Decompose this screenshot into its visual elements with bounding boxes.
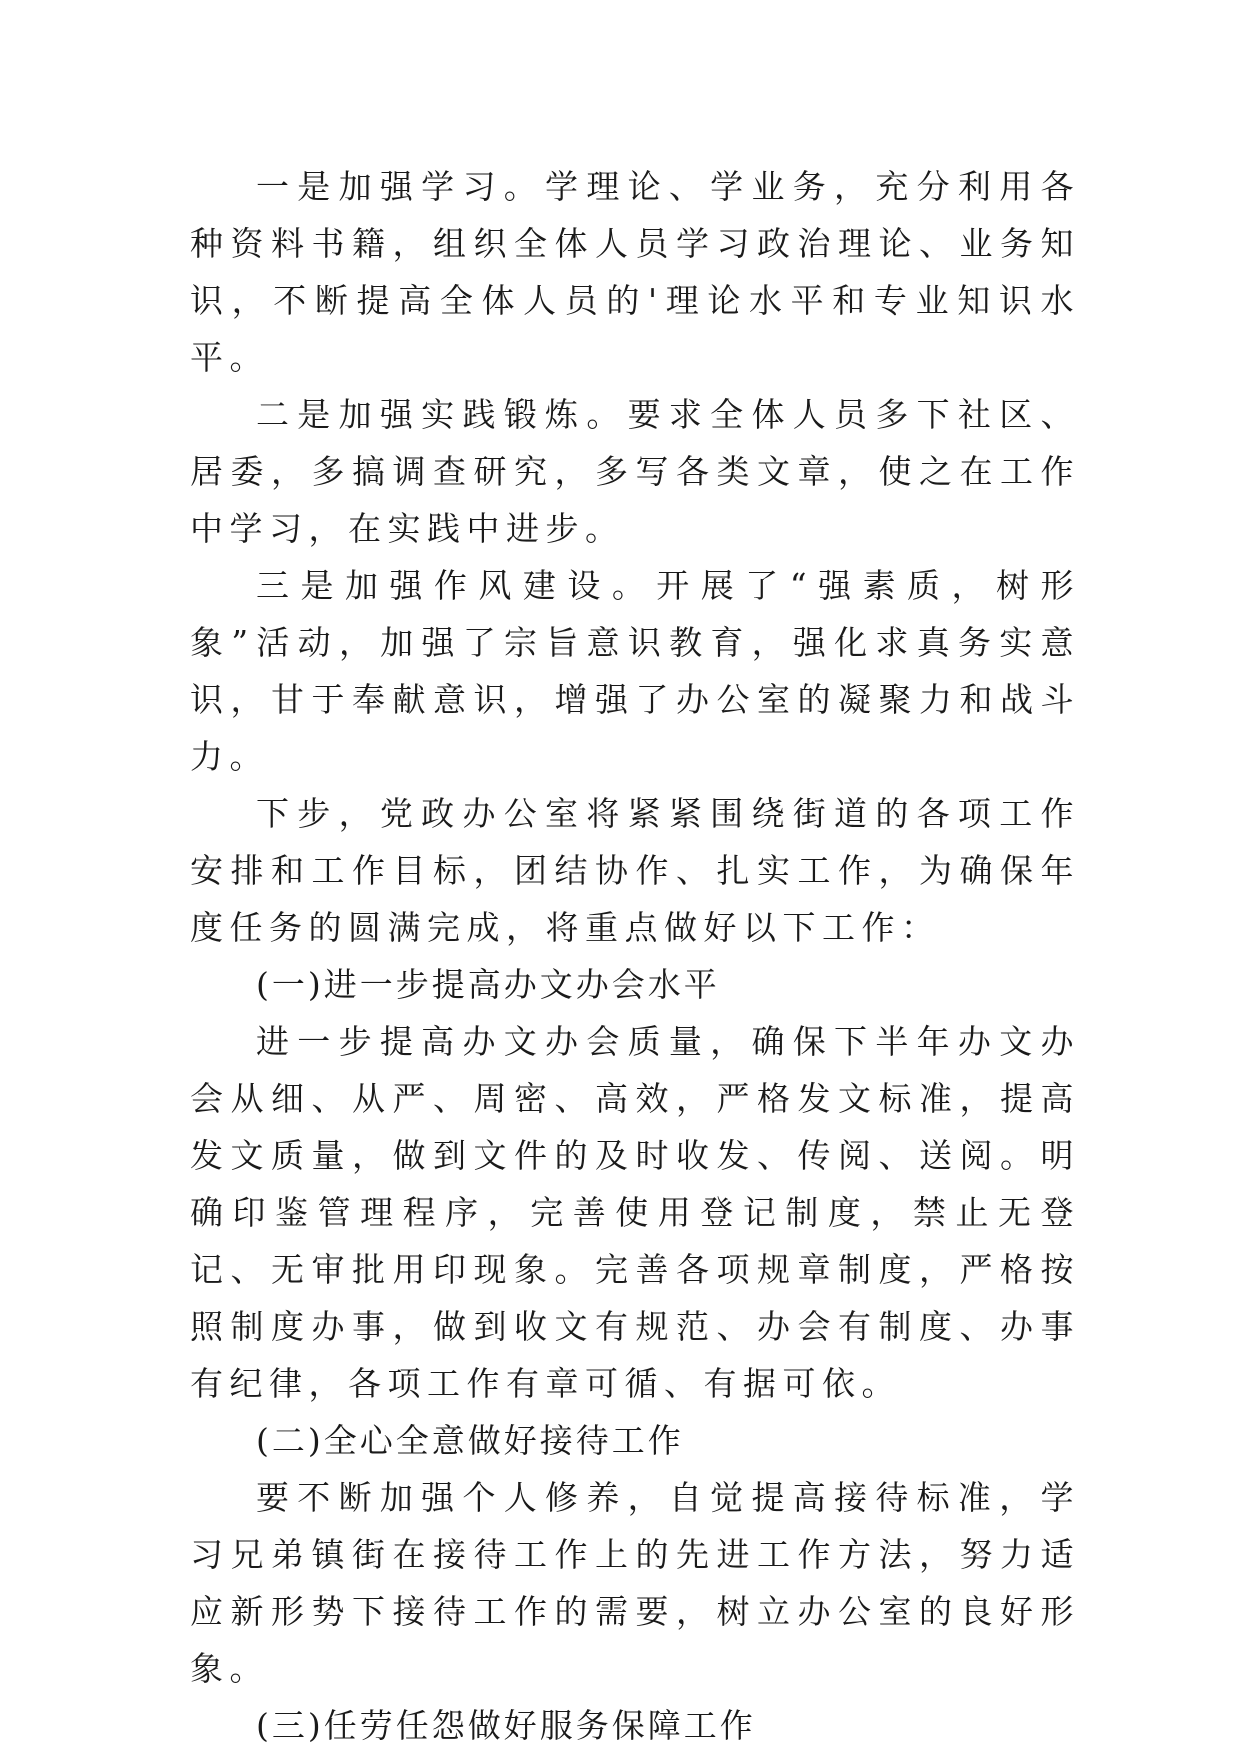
document-body [190,158,1080,1754]
paragraph-practice: 二是加强实践锻炼。要求全体人员多下社区、居委，多搞调查研究，多写各类文章，使之在工作中学习，在实践中进步。 [190,395,1080,548]
paragraph-next-steps: 下步，党政办公室将紧紧围绕街道的各项工作安排和工作目标，团结协作、扎实工作，为确保年度任务的圆满完成，将重点做好以下工作： [190,794,1080,947]
section-heading-3: (三)任劳任怨做好服务保障工作 [256,1706,756,1745]
section-heading-1: (一)进一步提高办文办会水平 [256,965,720,1004]
section-heading-2: (二)全心全意做好接待工作 [256,1421,684,1460]
paragraph-study: 一是加强学习。学理论、学业务，充分利用各种资料书籍，组织全体人员学习政治理论、业务知识，不断提高全体人员的'理论水平和专业知识水平。 [190,167,1080,377]
paragraph-work-style: 三是加强作风建设。开展了“强素质，树形象”活动，加强了宗旨意识教育，强化求真务实意识，甘于奉献意识，增强了办公室的凝聚力和战斗力。 [190,566,1080,776]
paragraph-reception: 要不断加强个人修养，自觉提高接待标准，学习兄弟镇街在接待工作上的先进工作方法，努力适应新形势下接待工作的需要，树立办公室的良好形象。 [190,1478,1080,1688]
paragraph-documents-meetings: 进一步提高办文办会质量，确保下半年办文办会从细、从严、周密、高效，严格发文标准，提高发文质量，做到文件的及时收发、传阅、送阅。明确印鉴管理程序，完善使用登记制度，禁止无登记、无审批用印现象。完善各项规章制度，严格按照制度办事，做到收文有规范、办会有制度、办事有纪律，各项工作有章可循、有据可依。 [190,1022,1080,1403]
